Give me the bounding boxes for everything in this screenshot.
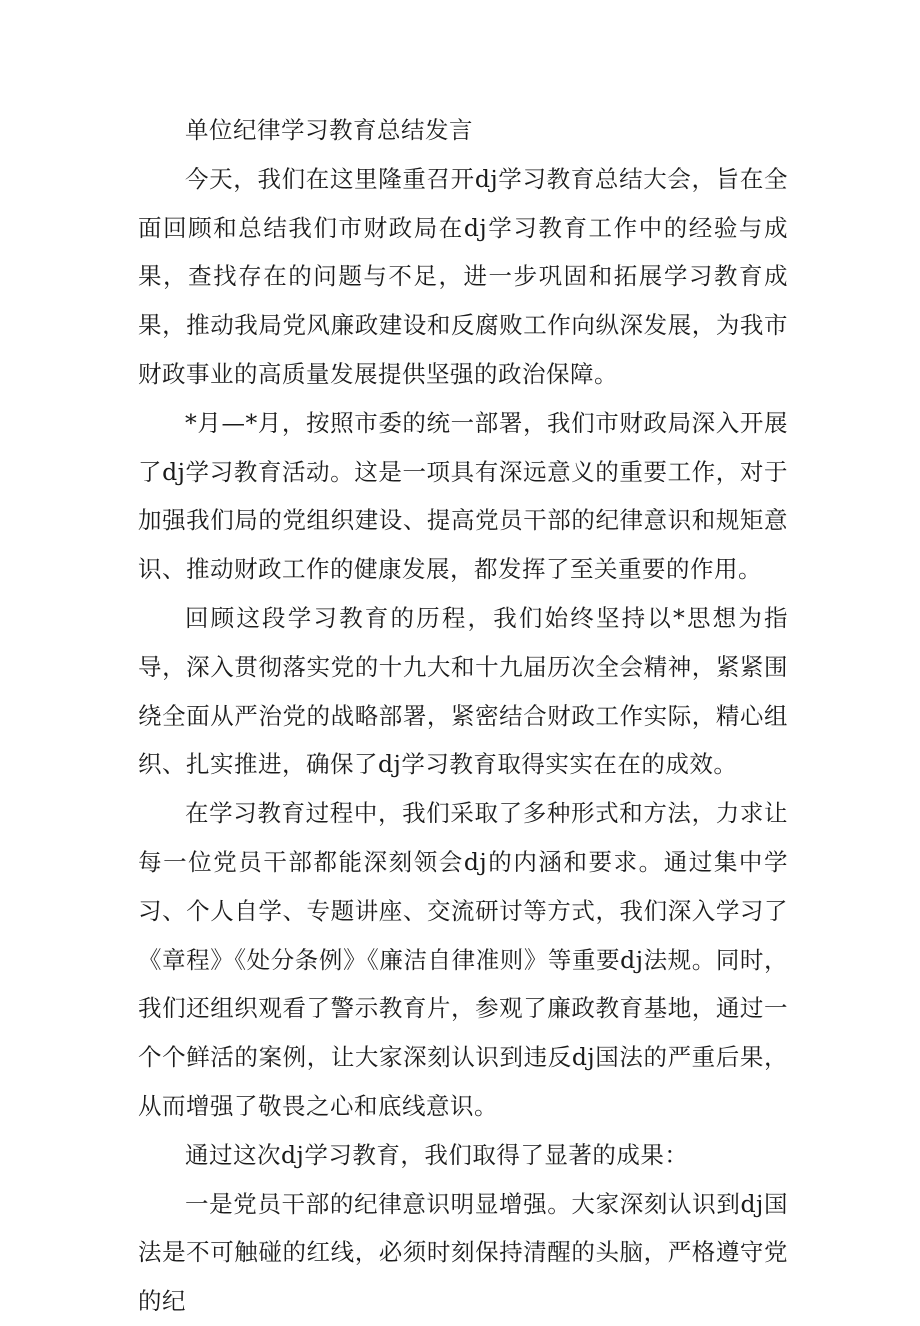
document-body xyxy=(138,106,788,1326)
paragraph-result-one: 一是党员干部的纪律意识明显增强。大家深刻认识到dj国法是不可触碰的红线，必须时刻保持清醒的头脑，严格遵守党的纪 xyxy=(138,1189,788,1316)
paragraph-opening: 今天，我们在这里隆重召开dj学习教育总结大会，旨在全面回顾和总结我们市财政局在dj学习教育工作中的经验与成果，查找存在的问题与不足，进一步巩固和拓展学习教育成果，推动我局党风廉政建设和反腐败工作向纵深发展，为我市财政事业的高质量发展提供坚强的政治保障。 xyxy=(138,164,788,388)
paragraph-review: 回顾这段学习教育的历程，我们始终坚持以*思想为指导，深入贯彻落实党的十九大和十九届历次全会精神，紧紧围绕全面从严治党的战略部署，紧密结合财政工作实际，精心组织、扎实推进，确保了dj学习教育取得实实在在的成效。 xyxy=(138,603,788,779)
paragraph-deployment: *月—*月，按照市委的统一部署，我们市财政局深入开展了dj学习教育活动。这是一项具有深远意义的重要工作，对于加强我们局的党组织建设、提高党员干部的纪律意识和规矩意识、推动财政工作的健康发展，都发挥了至关重要的作用。 xyxy=(138,408,788,584)
paragraph-methods: 在学习教育过程中，我们采取了多种形式和方法，力求让每一位党员干部都能深刻领会dj的内涵和要求。通过集中学习、个人自学、专题讲座、交流研讨等方式，我们深入学习了《章程》《处分条例》《廉洁自律准则》等重要dj法规。同时，我们还组织观看了警示教育片，参观了廉政教育基地，通过一个个鲜活的案例，让大家深刻认识到违反dj国法的严重后果，从而增强了敬畏之心和底线意识。 xyxy=(138,799,788,1120)
paragraph-results-intro: 通过这次dj学习教育，我们取得了显著的成果： xyxy=(185,1140,689,1169)
document-title: 单位纪律学习教育总结发言 xyxy=(185,116,473,144)
